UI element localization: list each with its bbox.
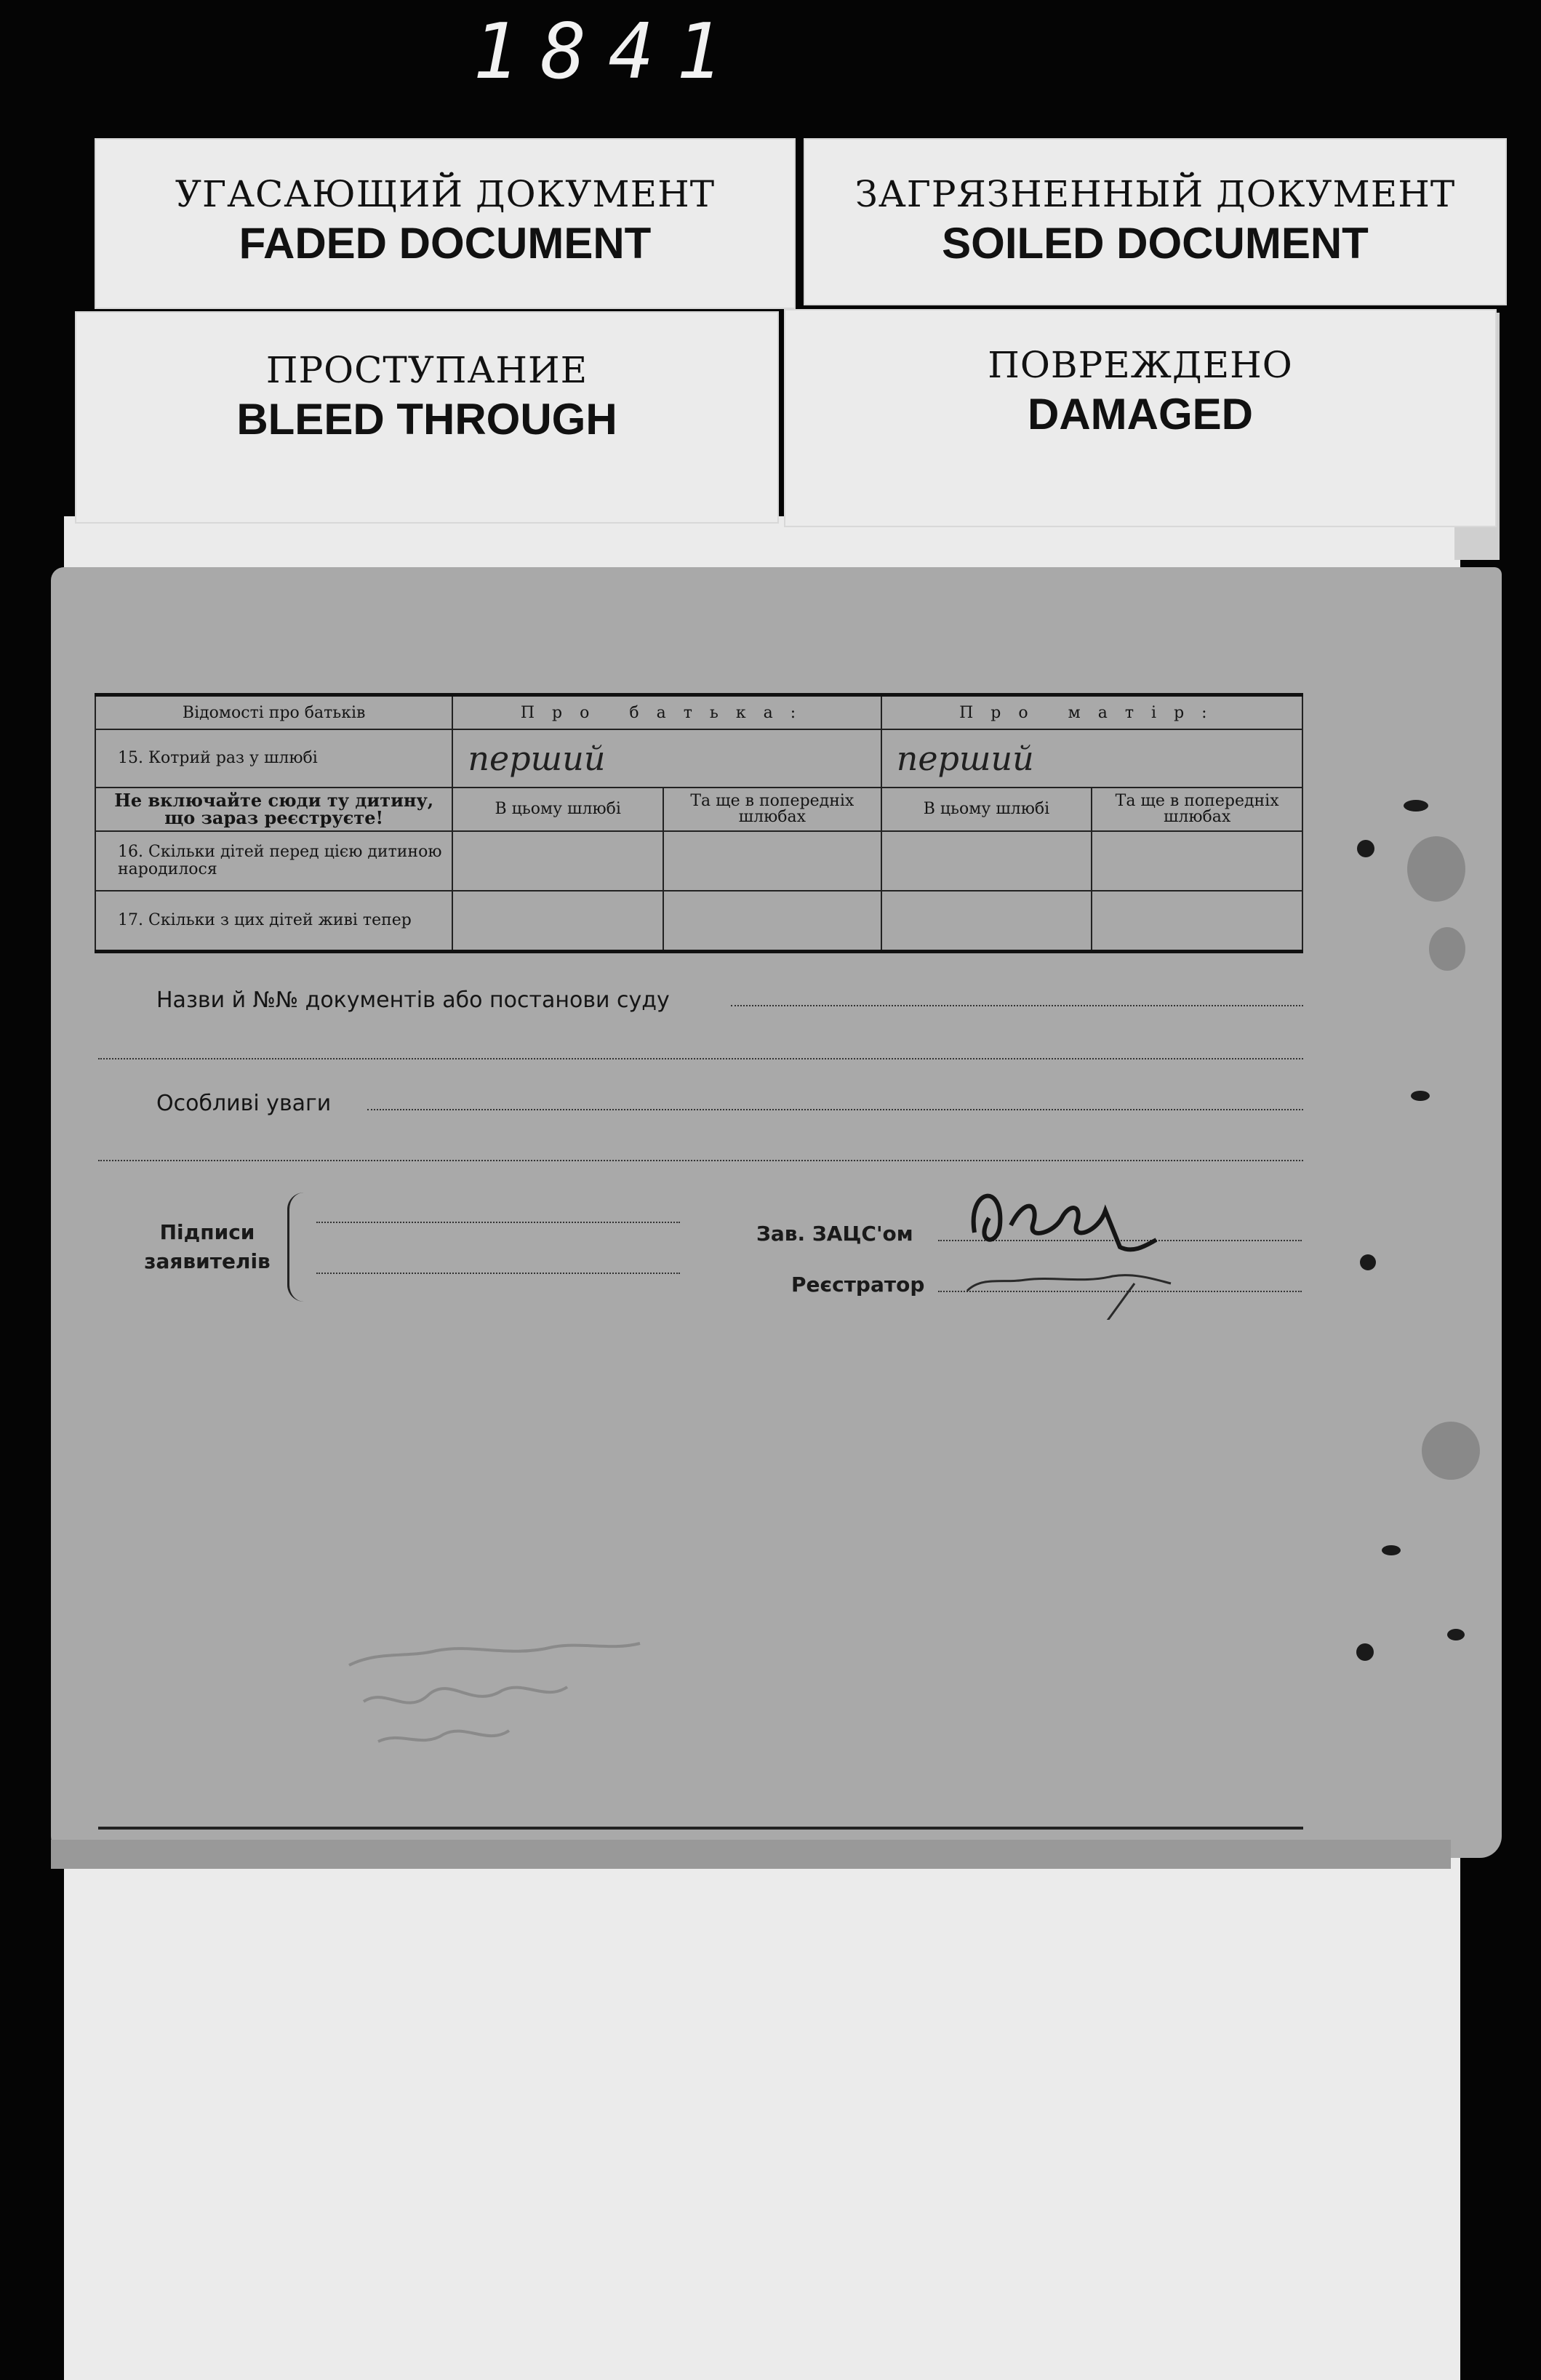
row-16-label: 16. Скільки дітей перед цією дитиною народилося xyxy=(95,831,452,891)
registrar-label: Реєстратор xyxy=(791,1273,925,1297)
row-17-label: 17. Скільки з цих дітей живі тепер xyxy=(95,891,452,952)
row-17-cell xyxy=(452,891,663,952)
parents-info-header: Відомості про батьків xyxy=(95,695,452,730)
card-label-en: DAMAGED xyxy=(1028,390,1253,438)
mother-header: Про матір: xyxy=(881,695,1302,730)
faded-stamp-mark xyxy=(335,1622,662,1767)
row-16-cell xyxy=(663,831,881,891)
hole xyxy=(1411,1091,1430,1101)
signature-line-2 xyxy=(316,1273,680,1274)
parents-table xyxy=(95,693,1303,953)
card-label-ru: ПРОСТУПАНИЕ xyxy=(265,349,588,391)
head-zags-signature xyxy=(960,1174,1178,1320)
warning-note: Не включайте сюди ту дитину, що зараз реєструєте! xyxy=(95,788,452,831)
hole xyxy=(1357,840,1374,857)
head-zags-label: Зав. ЗАЦС'ом xyxy=(756,1222,913,1246)
hole xyxy=(1382,1545,1401,1555)
stain xyxy=(1407,836,1465,902)
card-label-ru: УГАСАЮЩИЙ ДОКУМЕНТ xyxy=(175,173,716,215)
father-header: Про батька: xyxy=(452,695,881,730)
damaged-card xyxy=(784,309,1497,527)
row-15-mother: перший xyxy=(881,729,1302,788)
row-16-cell xyxy=(881,831,1092,891)
row-17-cell xyxy=(1092,891,1302,952)
card-label-ru: ПОВРЕЖДЕНО xyxy=(988,344,1293,386)
signatures-brace xyxy=(287,1193,304,1302)
soiled-document-card xyxy=(804,138,1507,305)
row-15-father: перший xyxy=(452,729,881,788)
remarks-label: Особливі уваги xyxy=(156,1091,332,1116)
card-label-en: FADED DOCUMENT xyxy=(239,219,652,268)
hole xyxy=(1356,1643,1374,1661)
card-label-en: SOILED DOCUMENT xyxy=(942,219,1369,268)
form-bottom-rule xyxy=(98,1827,1303,1830)
hole xyxy=(1447,1629,1465,1640)
remarks-line-2 xyxy=(98,1160,1303,1161)
prev-marriages-father: Та ще в попередніх шлюбах xyxy=(663,788,881,831)
stain xyxy=(1422,1422,1480,1480)
bleed-through-card xyxy=(75,311,779,524)
card-label-ru: ЗАГРЯЗНЕННЫЙ ДОКУМЕНТ xyxy=(854,173,1456,215)
this-marriage-father: В цьому шлюбі xyxy=(452,788,663,831)
card-label-en: BLEED THROUGH xyxy=(236,395,617,444)
row-16-cell xyxy=(1092,831,1302,891)
faded-document-card xyxy=(95,138,796,309)
row-17-cell xyxy=(663,891,881,952)
form-bottom-edge xyxy=(51,1840,1451,1869)
frame-number: 1841 xyxy=(473,7,744,96)
row-15-label: 15. Котрий раз у шлюбі xyxy=(95,729,452,788)
row-17-cell xyxy=(881,891,1092,952)
documents-line-2 xyxy=(98,1058,1303,1059)
this-marriage-mother: В цьому шлюбі xyxy=(881,788,1092,831)
stain xyxy=(1429,927,1465,971)
documents-label: Назви й №№ документів або постанови суду xyxy=(156,987,670,1013)
row-16-cell xyxy=(452,831,663,891)
prev-marriages-mother: Та ще в попередніх шлюбах xyxy=(1092,788,1302,831)
hole xyxy=(1404,800,1428,812)
documents-line xyxy=(731,1005,1303,1006)
signatures-label: Підписи заявителів xyxy=(144,1220,271,1273)
signature-line-1 xyxy=(316,1222,680,1223)
remarks-line xyxy=(367,1109,1303,1110)
hole xyxy=(1360,1254,1376,1270)
